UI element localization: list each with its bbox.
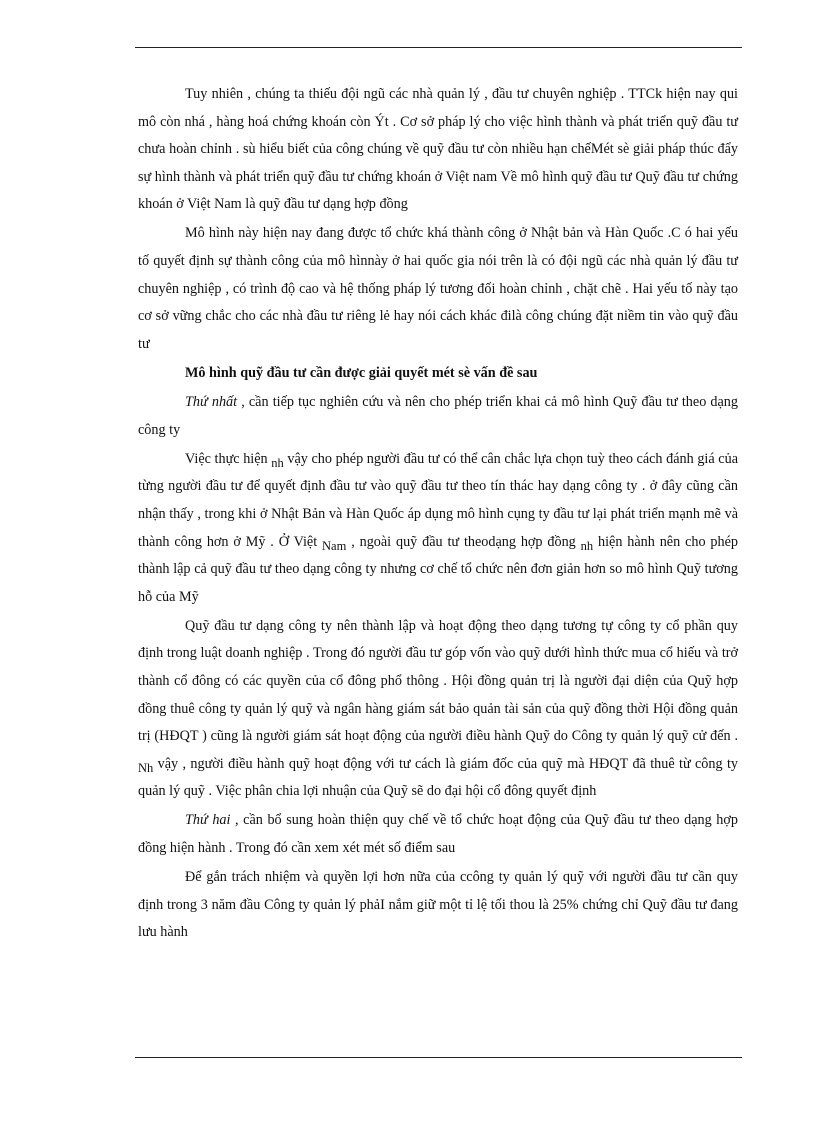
- section-heading: Mô hình quỹ đầu tư cần được giải quyết mét sè vấn đề sau: [185, 364, 538, 381]
- document-body: [138, 81, 738, 948]
- text-run: , ngoài quỹ đầu tư theodạng hợp đồng: [346, 533, 581, 550]
- lead-term: Thứ hai ,: [185, 812, 239, 829]
- lowered-word: nh: [271, 455, 284, 470]
- lowered-word: nh: [580, 538, 594, 553]
- lowered-word: Nh: [138, 760, 154, 775]
- paragraph-2: Mô hình này hiện nay đang được tổ chức khá thành công ở Nhật bản và Hàn Quốc .C ó hai yếu tố quyết định sự thành công của mô hìnnày ở hai quốc gia nói trên là có đội ngũ các nhà quản lý đầu tư chuyên nghiệp , có trình độ cao và hệ thống pháp lý tương đối hoàn chỉnh , chặt chẽ . Hai yếu tố này tạo cơ sở vững chắc cho các nhà đầu tư riêng lẻ hay nói cách khác đilà công chúng đặt niềm tin vào quỹ đầu tư: [138, 225, 738, 352]
- lowered-word: Nam: [322, 538, 347, 553]
- paragraph-text: cần bổ sung hoàn thiện quy chế về tổ chức hoạt động của Quỹ đầu tư theo dạng hợp đồng hiện hành . Trong đó cần xem xét mét số điểm sau: [138, 812, 738, 857]
- header-rule: [135, 47, 742, 48]
- paragraph-thu-hai: [138, 807, 738, 862]
- text-run: vậy , người điều hành quỹ hoạt động với tư cách là giám đốc của quỹ mà HĐQT đã thuê từ công ty quản lý quỹ . Việc phân chia lợi nhuận của Quỹ sẽ do đại hội cổ đông quyết định: [138, 755, 738, 800]
- text-run: Quỹ đầu tư dạng công ty nên thành lập và hoạt động theo dạng tương tự công ty cổ phần quy định trong luật doanh nghiệp . Trong đó người đầu tư góp vốn vào quỹ dưới hình thức mua cổ hiếu và trở thành cổ đông có các quyền của cổ đông phổ thông . Hội đồng quản trị là người đại diện của Quỹ hợp đồng thuê công ty quản lý quỹ và ngân hàng giám sát bảo quản tài sản của quỹ đồng thời Hội đồng quản trị (HĐQT ) cũng là người giám sát hoạt động của người điều hành Quỹ do Công ty quản lý quỹ cử đến .: [138, 617, 738, 745]
- footer-rule: [135, 1057, 742, 1058]
- paragraph-viec-thuc-hien: [138, 446, 738, 612]
- lead-term: Thứ nhất: [185, 394, 238, 411]
- text-run: Việc thực hiện: [185, 450, 272, 467]
- paragraph-1: Tuy nhiên , chúng ta thiếu đội ngũ các nhà quản lý , đầu tư chuyên nghiệp . TTCk hiện nay qui mô còn nhá , hàng hoá chứng khoán còn Ýt . Cơ sở pháp lý cho việc hình thành và phát triển quỹ đầu tư chưa hoàn chỉnh . sù hiểu biết của công chúng về quỹ đầu tư còn nhiều hạn chếMét sè giải pháp thúc đẩy sự hình thành và phát triển quỹ đầu tư chứng khoán ở Việt nam Về mô hình quỹ đầu tư Quỹ đầu tư chứng khoán ở Việt Nam là quỹ đầu tư dạng hợp đồng: [138, 86, 738, 213]
- paragraph-thu-nhat: [138, 389, 738, 444]
- text-run: vậy cho phép người đầu tư có thể cân chắc lựa chọn tuỳ theo cách đánh giá của từng người đầu tư để quyết định đầu tư vào quỹ đầu tư theo tín thác hay dạng công ty . ở đây cũng cần nhận thấy , trong khi ở Nhật Bản và Hàn Quốc áp dụng mô hình cụng ty đầu tư lại phát triển mạnh mẽ và thành công hơn ở Mỹ . Ở Việt: [138, 450, 738, 550]
- paragraph-quy-dau-tu-cong-ty: [138, 613, 738, 806]
- paragraph-text: , cần tiếp tục nghiên cứu và nên cho phép triển khai cả mô hình Quỹ đầu tư theo dạng công ty: [138, 394, 738, 438]
- paragraph-last: Để gắn trách nhiệm và quyền lợi hơn nữa của ccông ty quản lý quỹ với người đầu tư cần quy định trong 3 năm đầu Công ty quản lý phảI nắm giữ một tỉ lệ tối thou là 25% chứng chỉ Quỹ đầu tư đang lưu hành: [138, 869, 738, 941]
- text-run: hiện hành nên cho phép thành lập cả quỹ đầu tư theo dạng công ty nhưng cơ chế tổ chức nên đơn giản hơn so mô hình Quỹ tương hỗ của Mỹ: [138, 533, 738, 605]
